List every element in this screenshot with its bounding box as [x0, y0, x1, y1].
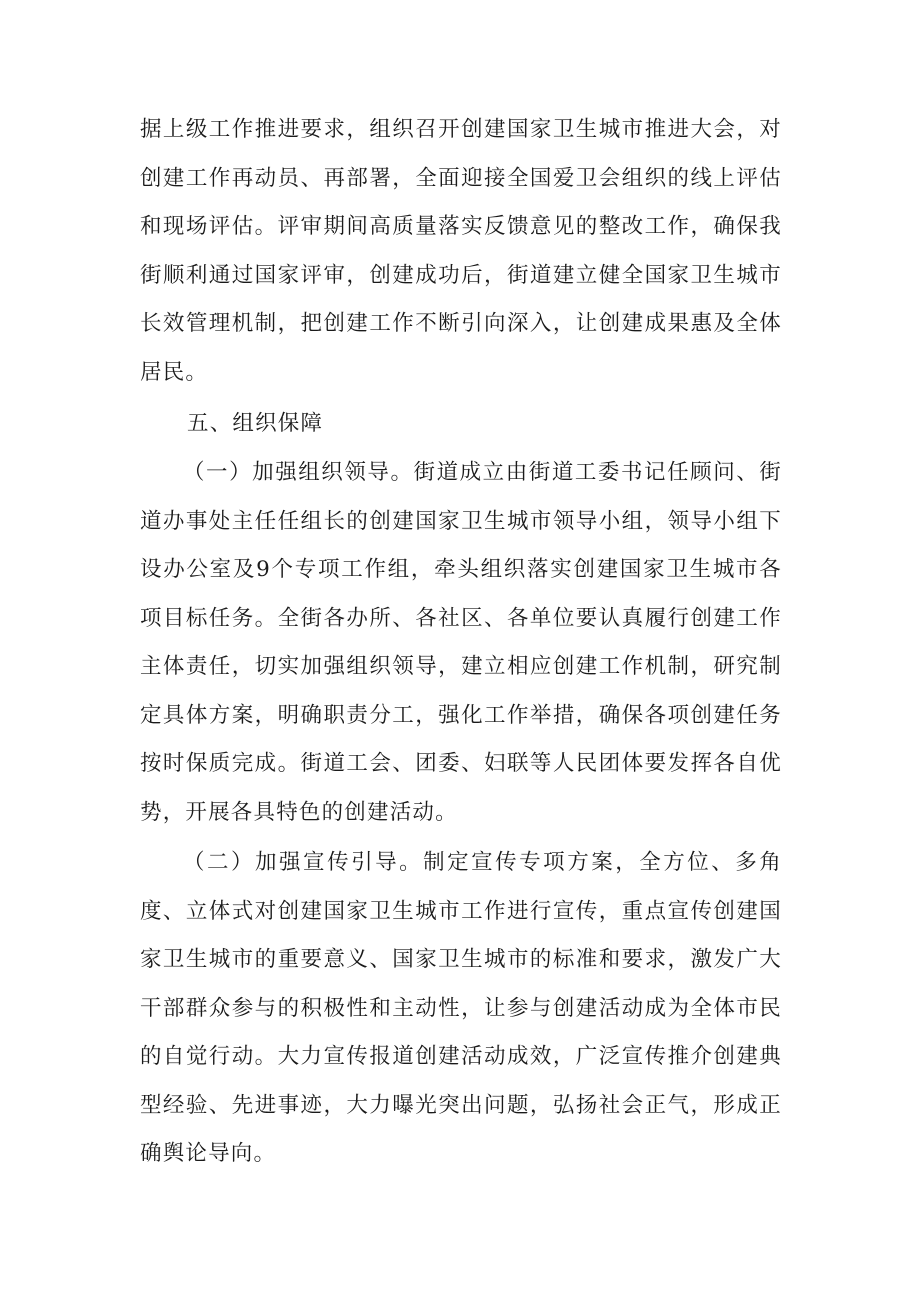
paragraph-continued: 据上级工作推进要求，组织召开创建国家卫生城市推进大会，对创建工作再动员、再部署，全面迎接全国爱卫会组织的线上评估和现场评估。评审期间高质量落实反馈意见的整改工作，确保我街顺利通过国家评审，创建成功后，街道建立健全国家卫生城市长效管理机制，把创建工作不断引向深入，让创建成果惠及全体居民。: [140, 117, 782, 385]
paragraph-strengthen-leadership: （一）加强组织领导。街道成立由街道工委书记任顾问、街道办事处主任任组长的创建国家卫生城市领导小组，领导小组下设办公室及9个专项工作组，牵头组织落实创建国家卫生城市各项目标任务。全街各办所、各社区、各单位要认真履行创建工作主体责任，切实加强组织领导，建立相应创建工作机制，研究制定具体方案，明确职责分工，强化工作举措，确保各项创建任务按时保质完成。街道工会、团委、妇联等人民团体要发挥各自优势，开展各具特色的创建活动。: [140, 460, 782, 825]
paragraph-strengthen-publicity: （二）加强宣传引导。制定宣传专项方案，全方位、多角度、立体式对创建国家卫生城市工作进行宣传，重点宣传创建国家卫生城市的重要意义、国家卫生城市的标准和要求，激发广大干部群众参与的积极性和主动性，让参与创建活动成为全体市民的自觉行动。大力宣传报道创建活动成效，广泛宣传推介创建典型经验、先进事迹，大力曝光突出问题，弘扬社会正气，形成正确舆论导向。: [140, 850, 782, 1166]
section-heading: 五、组织保障: [187, 411, 324, 436]
